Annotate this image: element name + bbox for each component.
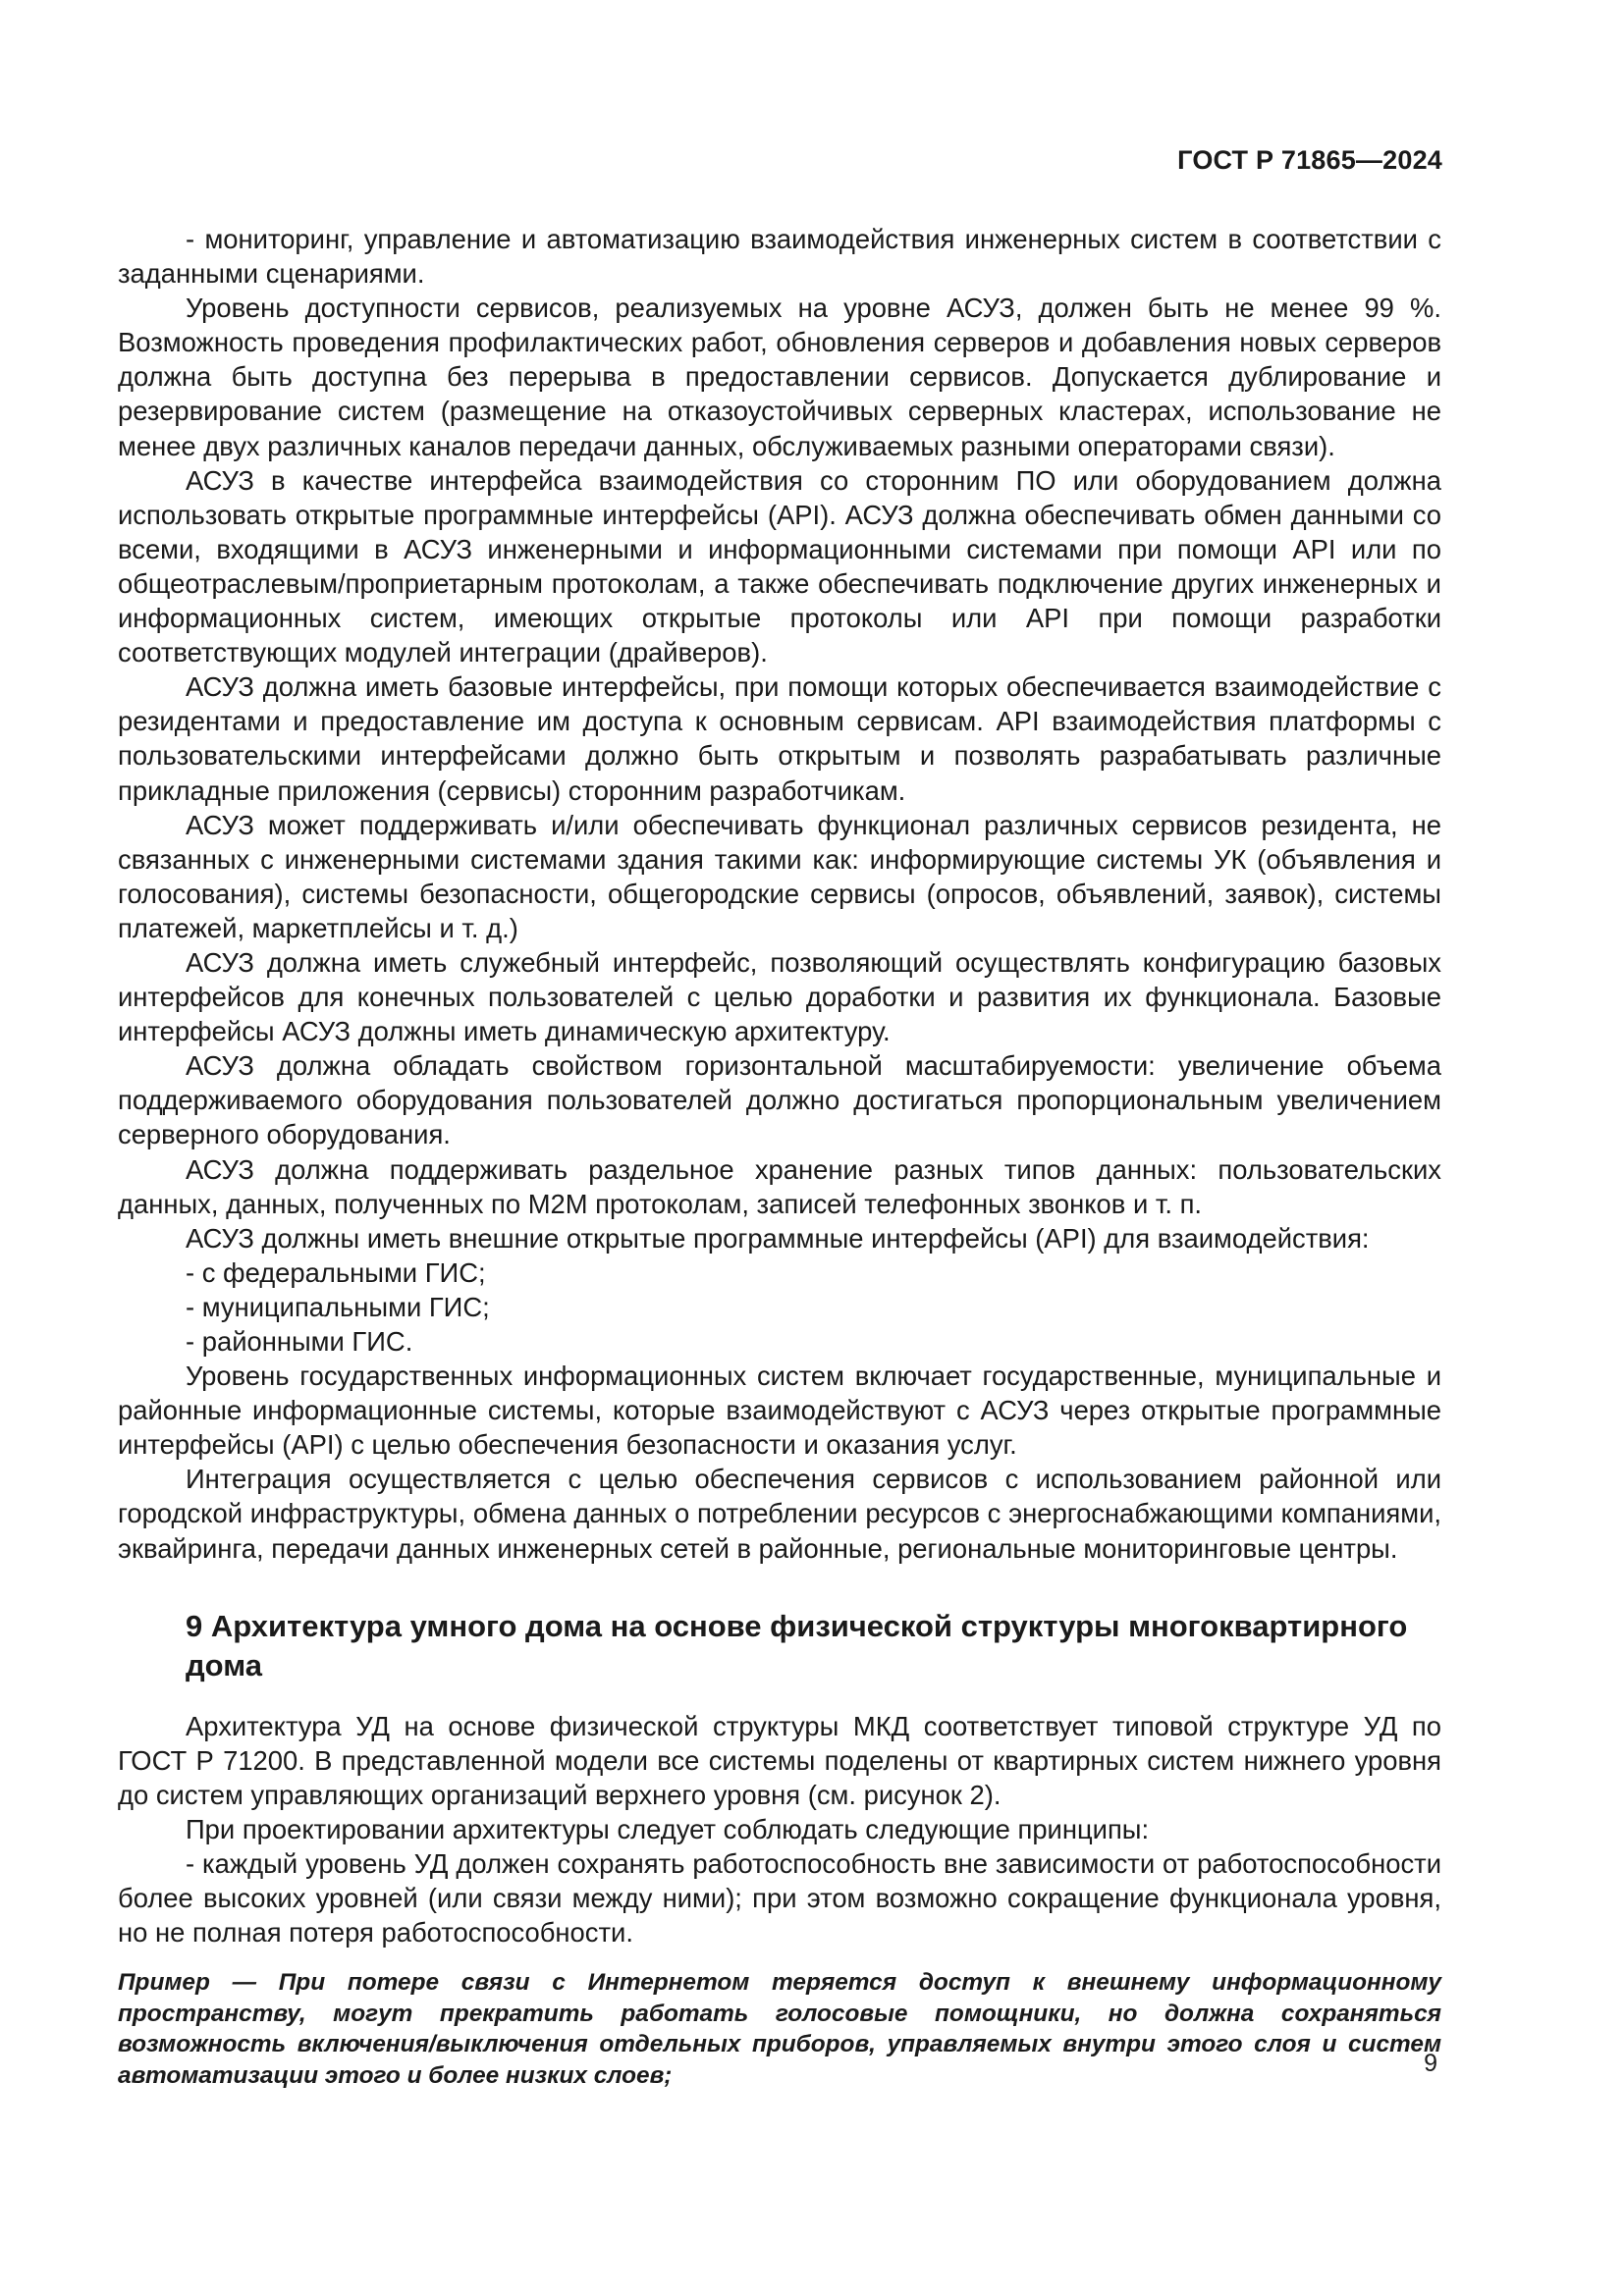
document-body bbox=[118, 222, 1441, 2091]
list-item: - муниципальными ГИС; bbox=[186, 1291, 490, 1322]
section-paragraph: При проектировании архитектуры следует соблюдать следующие принципы: bbox=[186, 1813, 1150, 1844]
paragraph: Уровень доступности сервисов, реализуемых на уровне АСУЗ, должен быть не менее 99 %. Возможность проведения профилактических работ, обновления серверов и добавления новых серверов должна быть доступна без перерыва в предоставлении сервисов. Допускается дублирование и резервирование систем (размещение на отказоустойчивых серверных кластерах, использование не менее двух различных каналов передачи данных, обслуживаемых разными операторами связи). bbox=[118, 293, 1441, 461]
paragraph: Уровень государственных информационных систем включает государственные, муниципальные и районные информационные системы, которые взаимодействуют с АСУЗ через открытые программные интерфейсы (API) с целью обеспечения безопасности и оказания услуг. bbox=[118, 1361, 1441, 1461]
paragraph: АСУЗ в качестве интерфейса взаимодействия со сторонним ПО или оборудованием должна использовать открытые программные интерфейсы (API). АСУЗ должна обеспечивать обмен данными со всеми, входящими в АСУЗ инженерными и информационными системами при помощи API или по общеотраслевым/проприетарным протоколам, а также обеспечивать подключение других инженерных и информационных систем, имеющих открытые протоколы или API при помощи разработки соответствующих модулей интеграции (драйверов). bbox=[118, 464, 1441, 668]
paragraph: АСУЗ должна поддерживать раздельное хранение разных типов данных: пользовательских данных, данных, полученных по М2М протоколам, записей телефонных звонков и т. п. bbox=[118, 1153, 1441, 1219]
example-note: Пример — При потере связи с Интернетом теряется доступ к внешнему информационному пространству, могут прекратить работать голосовые помощники, но должна сохраняться возможность включения/выключения отдельных приборов, управляемых внутри этого слоя и систем автоматизации этого и более низких слоев; bbox=[118, 1969, 1441, 2089]
section-heading: 9 Архитектура умного дома на основе физической структуры многоквартирного дома bbox=[186, 1608, 1408, 1682]
page-number: 9 bbox=[1424, 2050, 1437, 2077]
paragraph: АСУЗ должна иметь служебный интерфейс, позволяющий осуществлять конфигурацию базовых интерфейсов для конечных пользователей с целью доработки и развития их функционала. Базовые интерфейсы АСУЗ должны иметь динамическую архитектуру. bbox=[118, 946, 1441, 1047]
paragraph: АСУЗ должна обладать свойством горизонтальной масштабируемости: увеличение объема поддерживаемого оборудования пользователей должно достигаться пропорциональным увеличением серверного оборудования. bbox=[118, 1050, 1441, 1150]
document-header: ГОСТ Р 71865—2024 bbox=[1177, 145, 1442, 175]
list-item: - районными ГИС. bbox=[186, 1326, 413, 1357]
list-item: - с федеральными ГИС; bbox=[186, 1256, 486, 1288]
paragraph: - мониторинг, управление и автоматизацию взаимодействия инженерных систем в соответствии с заданными сценариями. bbox=[118, 224, 1441, 290]
paragraph: АСУЗ должны иметь внешние открытые программные интерфейсы (API) для взаимодействия: bbox=[186, 1222, 1370, 1254]
section-paragraph: Архитектура УД на основе физической структуры МКД соответствует типовой структуре УД по ГОСТ Р 71200. В представленной модели все системы поделены от квартирных систем нижнего уровня до систем управляющих организаций верхнего уровня (см. рисунок 2). bbox=[118, 1710, 1441, 1810]
section-list-item: - каждый уровень УД должен сохранять работоспособность вне зависимости от работоспособности более высоких уровней (или связи между ними); при этом возможно сокращение функционала уровня, но не полная потеря работоспособности. bbox=[118, 1848, 1441, 1949]
paragraph: АСУЗ может поддерживать и/или обеспечивать функционал различных сервисов резидента, не связанных с инженерными системами здания такими как: информирующие системы УК (объявления и голосования), системы безопасности, общегородские сервисы (опросов, объявлений, заявок), системы платежей, маркетплейсы и т. д.) bbox=[118, 809, 1441, 943]
paragraph: Интеграция осуществляется с целью обеспечения сервисов с использованием районной или городской инфраструктуры, обмена данных о потреблении ресурсов с энергоснабжающими компаниями, эквайринга, передачи данных инженерных сетей в районные, региональные мониторинговые центры. bbox=[118, 1464, 1441, 1564]
paragraph: АСУЗ должна иметь базовые интерфейсы, при помощи которых обеспечивается взаимодействие с резидентами и предоставление им доступа к основным сервисам. API взаимодействия платформы с пользовательскими интерфейсами должно быть открытым и позволять разрабатывать различные прикладные приложения (сервисы) сторонним разработчикам. bbox=[118, 671, 1441, 806]
